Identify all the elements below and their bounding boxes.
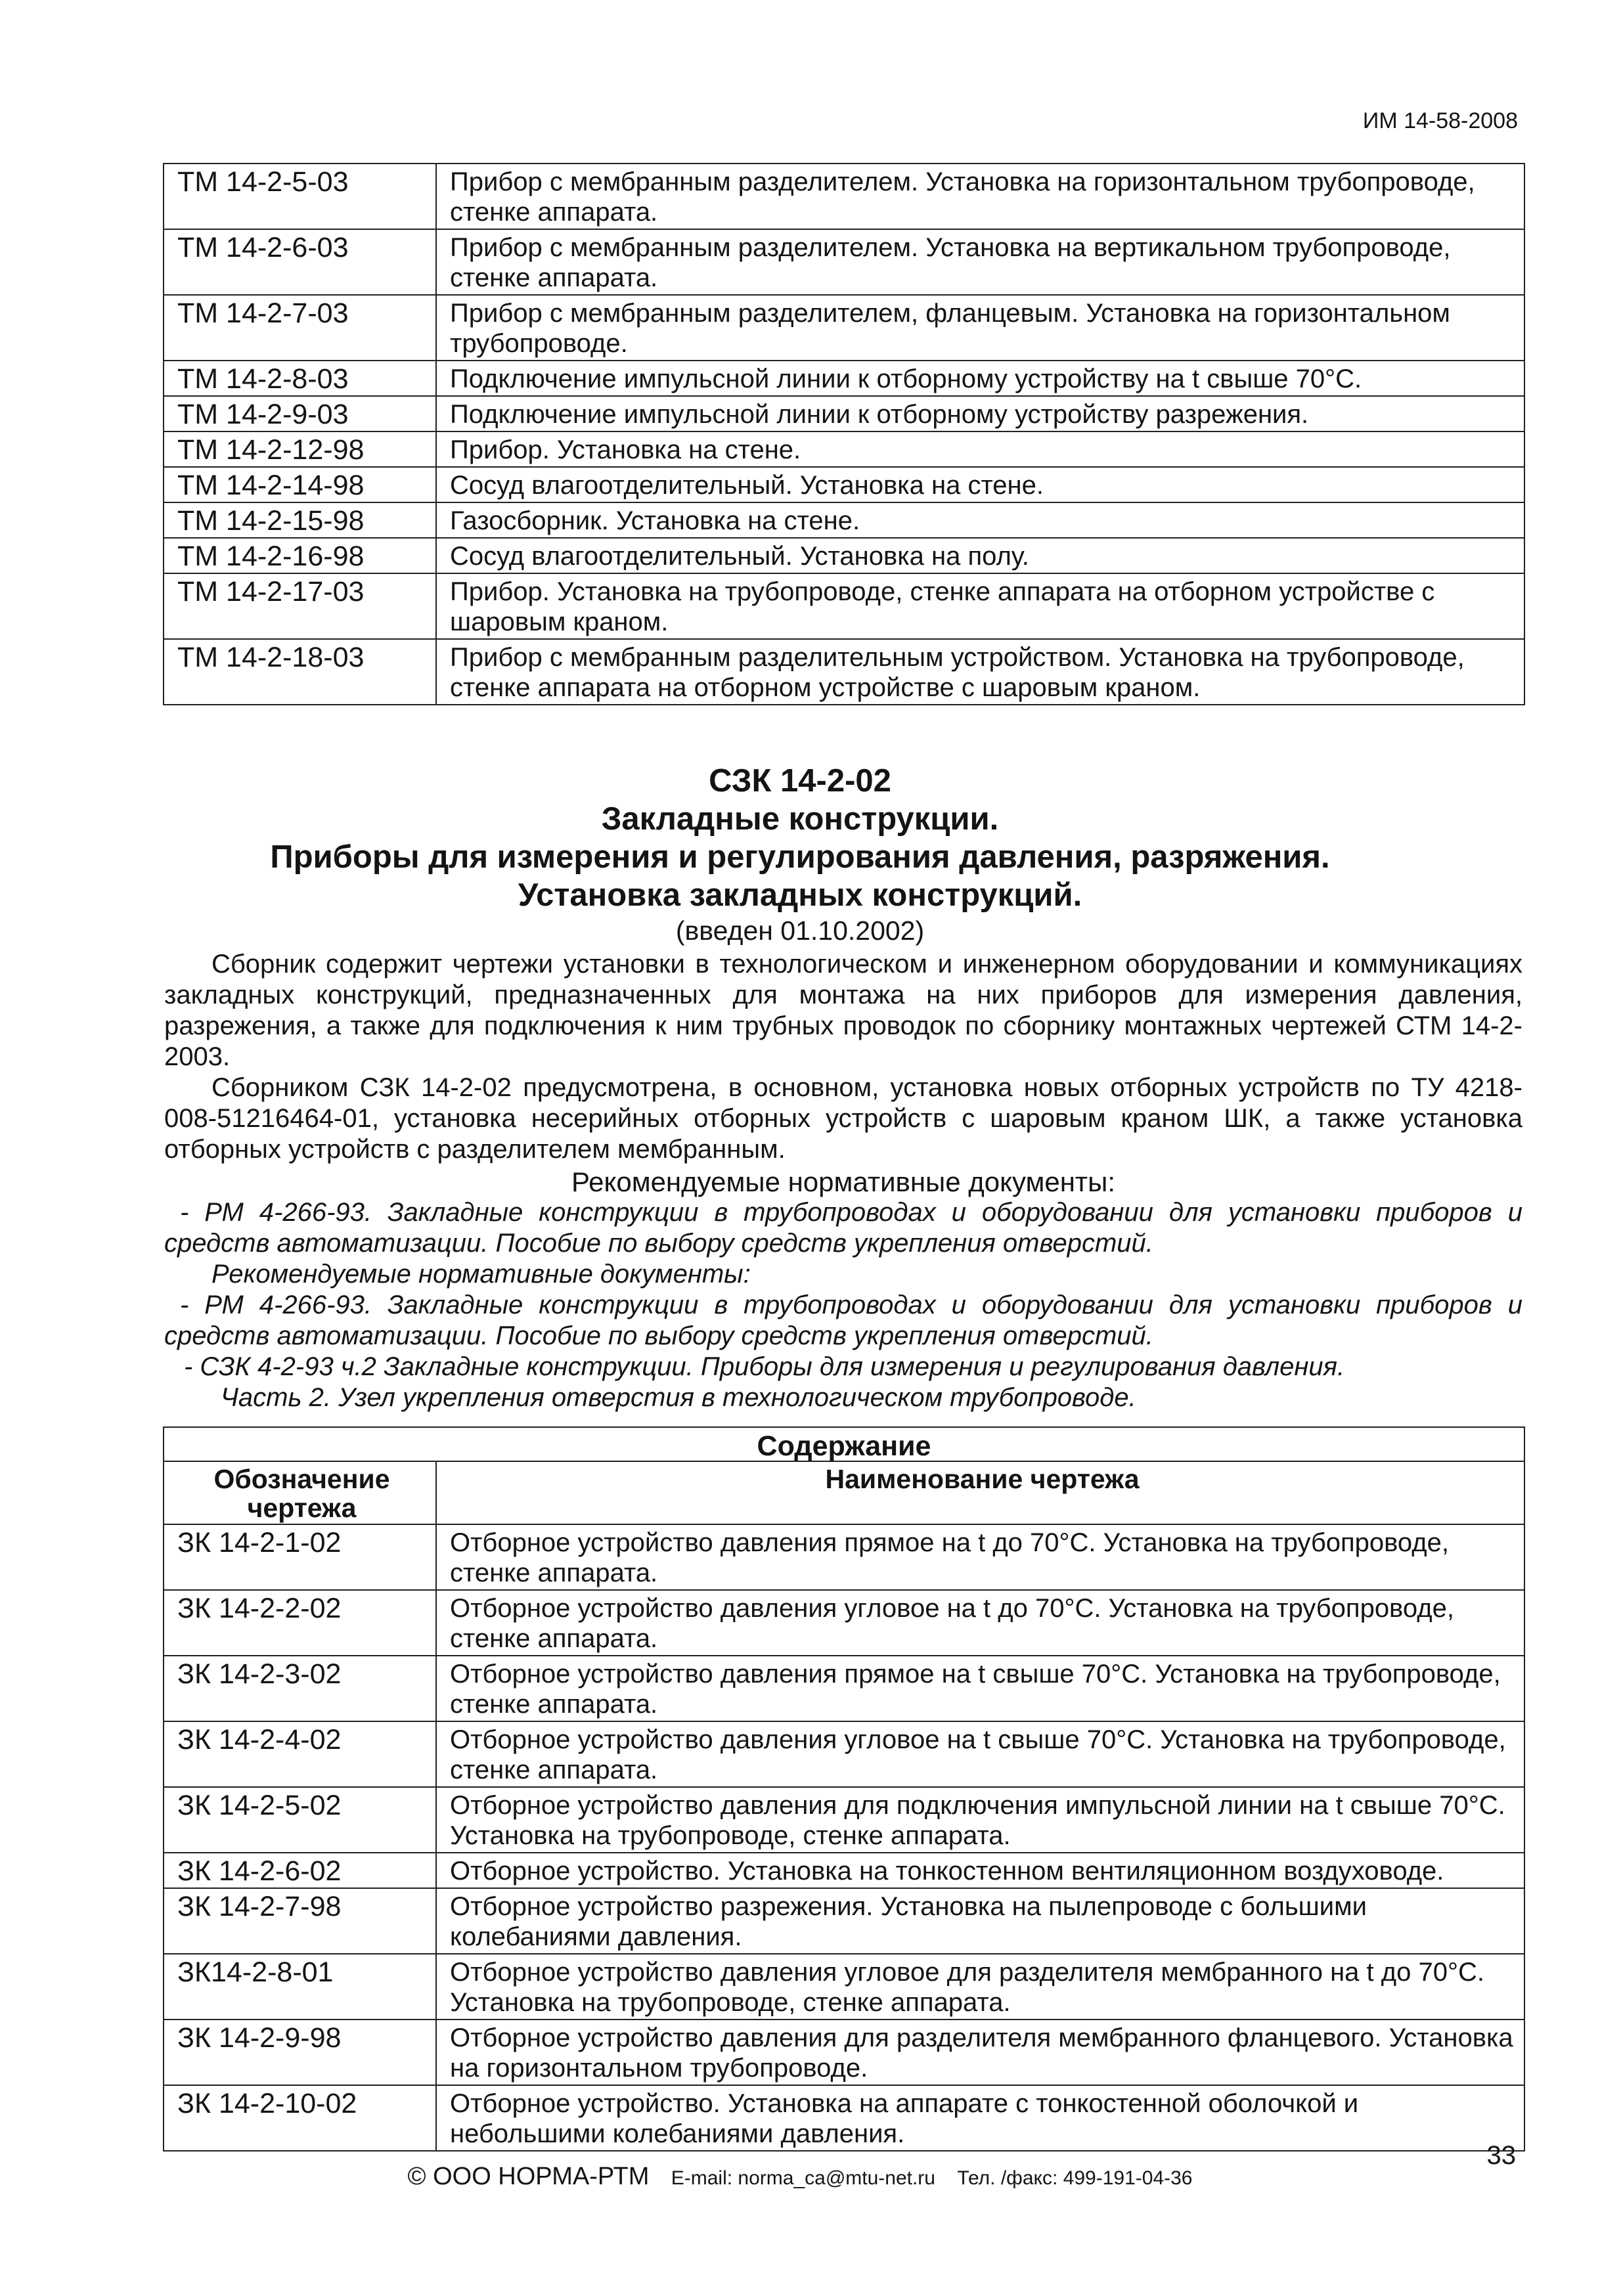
footer-email: E-mail: norma_ca@mtu-net.ru [671, 2167, 935, 2189]
section-code: СЗК 14-2-02 [709, 763, 891, 799]
footer-copyright: © ООО НОРМА-РТМ [407, 2163, 650, 2190]
contents-col-header-name: Наименование чертежа [436, 1461, 1524, 1524]
table-row [164, 1590, 1524, 1656]
drawing-description: Отборное устройство давления прямое на t свыше 70°С. Установка на трубопроводе, стенке аппарата. [436, 1656, 1524, 1721]
table-row [164, 1721, 1524, 1787]
contents-table-body [164, 1524, 1524, 2151]
table-row [164, 396, 1524, 431]
drawing-description: Отборное устройство давления угловое для разделителя мембранного на t до 70°С. Установка на трубопроводе, стенке аппарата. [436, 1954, 1524, 2020]
drawing-description: Отборное устройство давления угловое на t свыше 70°С. Установка на трубопроводе, стенке аппарата. [436, 1721, 1524, 1787]
contents-table-title: Содержание [164, 1427, 1524, 1461]
drawing-code: ЗК 14-2-9-98 [164, 2020, 436, 2085]
table-row [164, 538, 1524, 573]
drawing-description: Прибор. Установка на стене. [436, 431, 1524, 467]
contents-col-header-code: Обозначение чертежа [164, 1461, 436, 1524]
intro-text [164, 949, 1522, 1413]
drawing-description: Отборное устройство. Установка на аппарате с тонкостенной оболочкой и небольшими колебаниями давления. [436, 2085, 1524, 2151]
table-row [164, 164, 1524, 229]
table-row [164, 639, 1524, 705]
drawings-table-body [164, 164, 1524, 705]
reference-item-3-line-1: - СЗК 4-2-93 ч.2 Закладные конструкции. Приборы для измерения и регулирования давления. [184, 1352, 1345, 1381]
drawing-description: Отборное устройство давления прямое на t до 70°С. Установка на трубопроводе, стенке аппарата. [436, 1524, 1524, 1590]
drawing-code: ТМ 14-2-5-03 [164, 164, 436, 229]
table-row [164, 361, 1524, 396]
drawing-description: Прибор с мембранным разделительным устройством. Установка на трубопроводе, стенке аппарата на отборном устройстве с шаровым краном. [436, 639, 1524, 705]
drawing-description: Прибор. Установка на трубопроводе, стенке аппарата на отборном устройстве с шаровым краном. [436, 573, 1524, 639]
table-row [164, 573, 1524, 639]
drawing-code: ЗК 14-2-4-02 [164, 1721, 436, 1787]
drawing-code: ЗК 14-2-1-02 [164, 1524, 436, 1590]
table-row [164, 295, 1524, 361]
table-row [164, 1954, 1524, 2020]
drawing-code: ЗК14-2-8-01 [164, 1954, 436, 2020]
drawing-description: Подключение импульсной линии к отборному устройству разрежения. [436, 396, 1524, 431]
table-row [164, 229, 1524, 295]
table-row [164, 1888, 1524, 1954]
drawing-code: ЗК 14-2-10-02 [164, 2085, 436, 2151]
drawing-code: ТМ 14-2-7-03 [164, 295, 436, 361]
document-id: ИМ 14-58-2008 [1362, 108, 1518, 133]
drawing-description: Прибор с мембранным разделителем. Установка на вертикальном трубопроводе, стенке аппарата. [436, 229, 1524, 295]
references-heading-italic: Рекомендуемые нормативные документы: [211, 1260, 751, 1289]
section-title-line-3: Установка закладных конструкций. [518, 877, 1082, 913]
table-row [164, 467, 1524, 502]
drawing-description: Отборное устройство давления для подключения импульсной линии на t свыше 70°С. Установка на трубопроводе, стенке аппарата. [436, 1787, 1524, 1853]
drawing-code: ЗК 14-2-5-02 [164, 1787, 436, 1853]
drawing-code: ТМ 14-2-18-03 [164, 639, 436, 705]
drawing-description: Прибор с мембранным разделителем, фланцевым. Установка на горизонтальном трубопроводе. [436, 295, 1524, 361]
drawing-description: Прибор с мембранным разделителем. Установка на горизонтальном трубопроводе, стенке аппарата. [436, 164, 1524, 229]
drawing-description: Отборное устройство давления для разделителя мембранного фланцевого. Установка на горизонтальном трубопроводе. [436, 2020, 1524, 2085]
drawing-code: ТМ 14-2-17-03 [164, 573, 436, 639]
table-row [164, 502, 1524, 538]
page-footer [0, 2163, 1600, 2191]
table-row [164, 1787, 1524, 1853]
drawing-description: Отборное устройство давления угловое на t до 70°С. Установка на трубопроводе, стенке аппарата. [436, 1590, 1524, 1656]
drawing-description: Сосуд влагоотделительный. Установка на полу. [436, 538, 1524, 573]
references-heading: Рекомендуемые нормативные документы: [571, 1166, 1116, 1197]
drawing-code: ТМ 14-2-14-98 [164, 467, 436, 502]
table-row [164, 2085, 1524, 2151]
intro-paragraph-1: Сборник содержит чертежи установки в технологическом и инженерном оборудовании и коммуникациях закладных конструкций, предназначенных для монтажа на них приборов для измерения давления, разрежения, а также для подключения к ним трубных проводок по сборнику монтажных чертежей СТМ 14-2-2003. [164, 950, 1522, 1071]
reference-item-3-line-2: Часть 2. Узел укрепления отверстия в технологическом трубопроводе. [221, 1383, 1136, 1412]
drawing-code: ТМ 14-2-12-98 [164, 431, 436, 467]
drawing-code: ТМ 14-2-6-03 [164, 229, 436, 295]
reference-item-1: - РМ 4-266-93. Закладные конструкции в трубопроводах и оборудовании для установки приборов и средств автоматизации. Пособие по выбору средств укрепления отверстий. [164, 1198, 1522, 1258]
drawing-code: ЗК 14-2-2-02 [164, 1590, 436, 1656]
drawing-code: ТМ 14-2-15-98 [164, 502, 436, 538]
drawing-description: Сосуд влагоотделительный. Установка на стене. [436, 467, 1524, 502]
table-row [164, 1524, 1524, 1590]
table-row [164, 2020, 1524, 2085]
table-row [164, 1656, 1524, 1721]
footer-phone: Тел. /факс: 499-191-04-36 [957, 2167, 1193, 2189]
drawing-description: Отборное устройство разрежения. Установка на пылепроводе с большими колебаниями давления. [436, 1888, 1524, 1954]
drawing-description: Подключение импульсной линии к отборному устройству на t свыше 70°С. [436, 361, 1524, 396]
table-row [164, 431, 1524, 467]
section-introduced-date: (введен 01.10.2002) [675, 916, 925, 946]
drawing-code: ЗК 14-2-6-02 [164, 1853, 436, 1888]
section-title-line-2: Приборы для измерения и регулирования давления, разряжения. [270, 839, 1330, 875]
drawing-code: ТМ 14-2-8-03 [164, 361, 436, 396]
reference-item-2: - РМ 4-266-93. Закладные конструкции в трубопроводах и оборудовании для установки приборов и средств автоматизации. Пособие по выбору средств укрепления отверстий. [164, 1291, 1522, 1350]
drawing-description: Отборное устройство. Установка на тонкостенном вентиляционном воздуховоде. [436, 1853, 1524, 1888]
drawing-code: ЗК 14-2-3-02 [164, 1656, 436, 1721]
contents-table [163, 1426, 1525, 2152]
drawings-table [163, 163, 1525, 705]
drawing-description: Газосборник. Установка на стене. [436, 502, 1524, 538]
section-title-block [0, 762, 1600, 947]
page-number: 33 [1486, 2141, 1516, 2170]
intro-paragraph-2: Сборником СЗК 14-2-02 предусмотрена, в основном, установка новых отборных устройств по ТУ 4218-008-51216464-01, установка несерийных отборных устройств с шаровым краном ШК, а также установка отборных устройств с разделителем мембранным. [164, 1073, 1522, 1164]
table-row [164, 1853, 1524, 1888]
drawing-code: ТМ 14-2-16-98 [164, 538, 436, 573]
section-title-line-1: Закладные конструкции. [601, 801, 999, 837]
drawing-code: ЗК 14-2-7-98 [164, 1888, 436, 1954]
drawing-code: ТМ 14-2-9-03 [164, 396, 436, 431]
